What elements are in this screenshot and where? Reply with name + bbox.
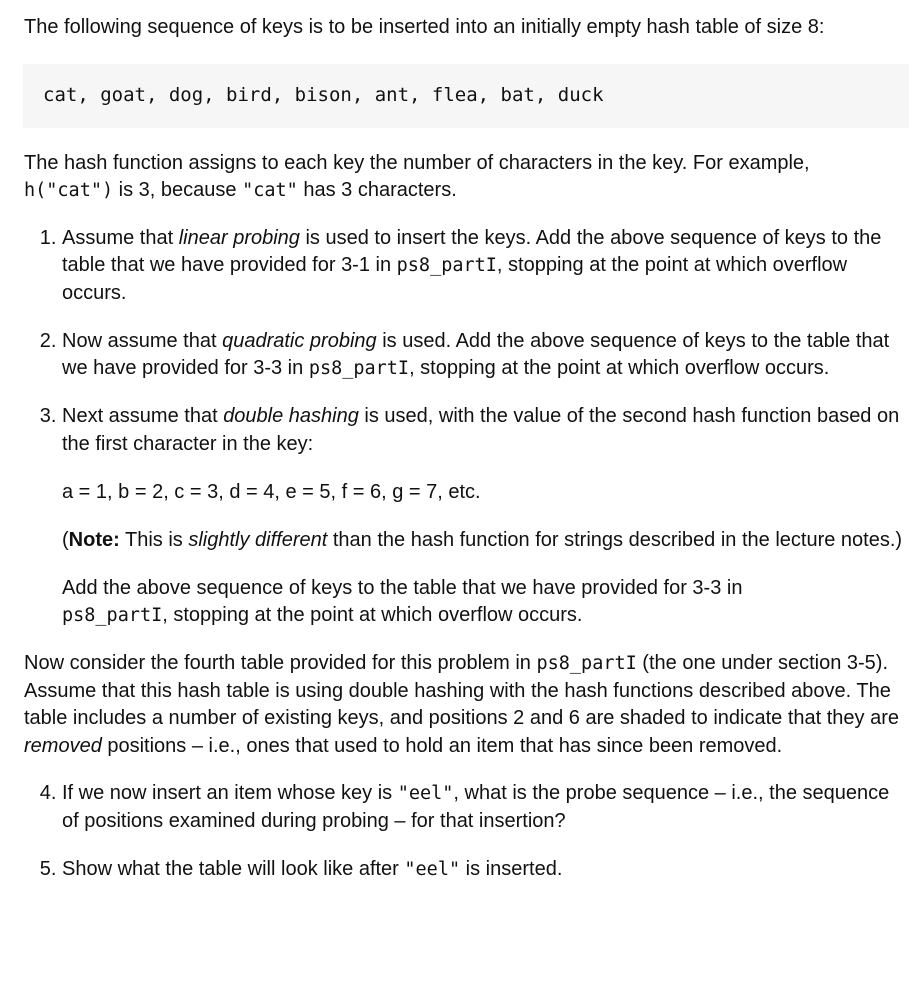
keys-code-block [23, 64, 909, 128]
problem-content [24, 14, 906, 904]
question-3: 3. Next assume that double hashing is used, with the value of the second hash function based on the first character in the key: a = 1, b = 2, c = 3, d = 4, e = 5, f = 6, g = 7, etc. (Note: This is slightly different than the hash function for strings described in the lecture notes.) Add the above sequence of keys to the table that we have provided for 3-3 in ps8_partI, stopping at the point at which overflow occurs. [62, 403, 906, 630]
question-5: 5. Show what the table will look like after "eel" is inserted. [62, 856, 906, 884]
question-list-2 [24, 780, 906, 883]
question-list-1 [24, 225, 906, 630]
keys-sequence: cat, goat, dog, bird, bison, ant, flea, bat, duck [43, 83, 604, 106]
hash-function-description: The hash function assigns to each key the number of characters in the key. For example, h("cat") is 3, because "cat" has 3 characters. [24, 151, 810, 201]
character-value-mapping: a = 1, b = 2, c = 3, d = 4, e = 5, f = 6, g = 7, etc. [62, 480, 481, 503]
question-2: 2. Now assume that quadratic probing is used. Add the above sequence of keys to the table that we have provided for 3-3 in ps8_partI, stopping at the point at which overflow occurs. [62, 328, 906, 383]
note-paragraph: (Note: This is slightly different than the hash function for strings described in the lecture notes.) [62, 528, 903, 551]
question-4: 4. If we now insert an item whose key is "eel", what is the probe sequence – i.e., the sequence of positions examined during probing – for that insertion? [62, 780, 906, 835]
section-2-paragraph: Now consider the fourth table provided for this problem in ps8_partI (the one under section 3-5). Assume that this hash table is using double hashing with the hash functions described above. The table includes a number of existing keys, and positions 2 and 6 are shaded to indicate that they are removed positions – i.e., ones that used to hold an item that has since been removed. [24, 652, 899, 757]
question-1: 1. Assume that linear probing is used to insert the keys. Add the above sequence of keys to the table that we have provided for 3-1 in ps8_partI, stopping at the point at which overflow occurs. [62, 225, 906, 308]
intro-paragraph: The following sequence of keys is to be inserted into an initially empty hash table of size 8: [24, 16, 825, 38]
add-keys-instruction: Add the above sequence of keys to the table that we have provided for 3-3 in ps8_partI, stopping at the point at which overflow occurs. [62, 576, 743, 626]
